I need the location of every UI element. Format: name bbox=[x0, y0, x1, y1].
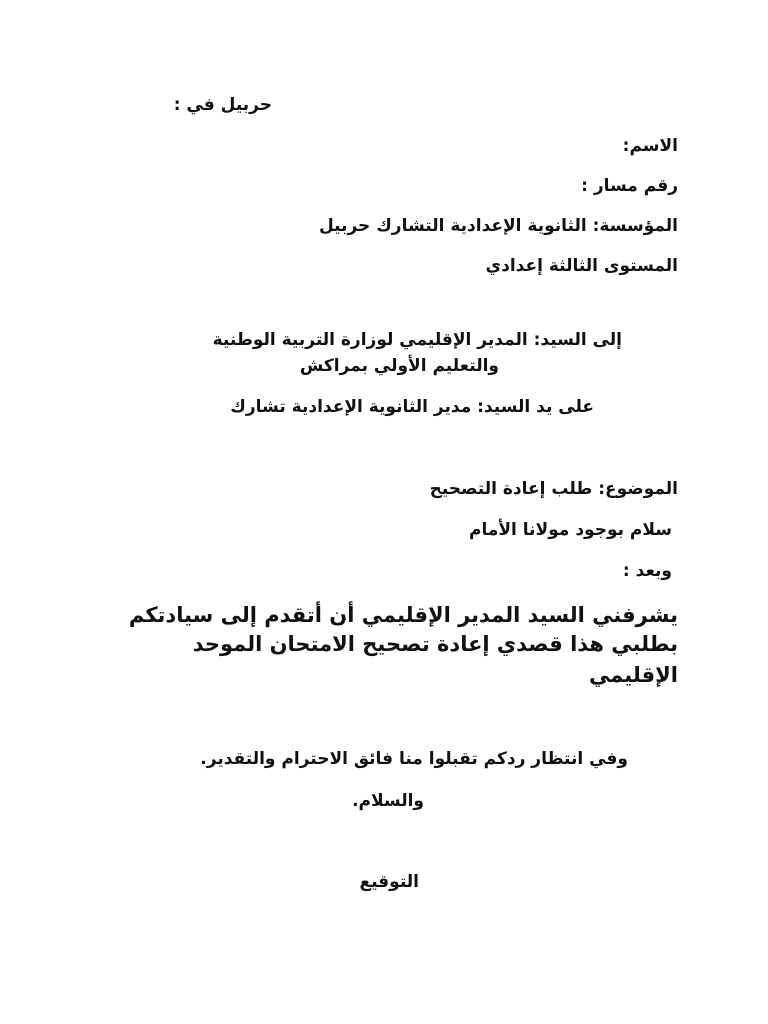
after-line: وبعد : bbox=[622, 561, 672, 581]
institution-line: المؤسسة: الثانوية الإعدادية التشارك حربيل bbox=[318, 216, 678, 236]
body-line-3: الإقليمي bbox=[588, 663, 678, 687]
closing-line-1: وفي انتظار ردكم تقبلوا منا فائق الاحترام والتقدير. bbox=[200, 749, 628, 769]
recipient-line-2: والتعليم الأولي بمراكش bbox=[299, 356, 499, 376]
level-line: المستوى الثالثة إعدادي bbox=[485, 256, 678, 276]
place-date: حربيل في : bbox=[173, 95, 272, 115]
recipient-line-1: إلى السيد: المدير الإقليمي لوزارة التربية الوطنية bbox=[212, 330, 622, 350]
signature-label: التوقيع bbox=[359, 872, 419, 892]
subject-line: الموضوع: طلب إعادة التصحيح bbox=[429, 479, 678, 499]
via-line: على يد السيد: مدير الثانوية الإعدادية تشارك bbox=[230, 397, 594, 417]
massar-label: رقم مسار : bbox=[581, 176, 678, 196]
body-line-1: يشرفني السيد المدير الإقليمي أن أتقدم إلى سيادتكم bbox=[128, 603, 678, 627]
name-label: الاسم: bbox=[622, 136, 678, 156]
body-line-2: بطلبي هذا قصدي إعادة تصحيح الامتحان الموحد bbox=[192, 632, 678, 656]
closing-line-2: والسلام. bbox=[352, 791, 424, 811]
greeting-line: سلام بوجود مولانا الأمام bbox=[469, 520, 672, 540]
